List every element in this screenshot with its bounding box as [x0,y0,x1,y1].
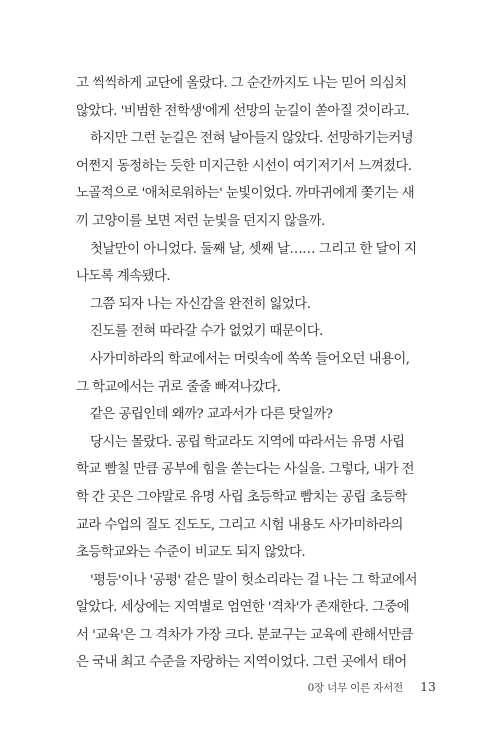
chapter-title: 0장 너무 이른 자서전 [307,682,403,694]
text-line: 첫날만이 아니었다. 둘째 날, 셋째 날…… 그리고 한 달이 지 [90,241,417,257]
text-line: 나도록 계속됐다. [76,269,171,285]
text-line: 학교 빰칠 만큼 공부에 힘을 쏟는다는 사실을. 그렇다, 내가 전 [76,462,415,478]
text-line: 진도를 전혀 따라갈 수가 없었기 때문이다. [90,324,323,340]
text-line: 그 학교에서는 귀로 줄줄 빠져나갔다. [76,379,281,395]
text-line: 당시는 몰랐다. 공립 학교라도 지역에 따라서는 유명 사립 [90,434,405,450]
text-line: 하지만 그런 눈길은 전혀 날아들지 않았다. 선망하기는커녕 [90,131,414,147]
text-line: 노골적으로 '애처로워하는' 눈빛이었다. 까마귀에게 쫓기는 새 [76,186,415,202]
text-line: 서 '교육'은 그 격차가 가장 크다. 분쿄구는 교육에 관해서만큼 [76,627,413,643]
text-line: 같은 공립인데 왜까? 교과서가 다른 탓일까? [90,407,333,423]
page-footer [308,676,436,696]
text-line: 않았다. '비범한 전학생'에게 선망의 눈길이 쏟아질 것이라고. [76,103,410,119]
text-line: '평등'이나 '공평' 같은 말이 헛소리라는 걸 나는 그 학교에서 [90,572,418,588]
text-line: 어쩐지 동정하는 듯한 미지근한 시선이 여기저기서 느껴졌다. [76,158,412,174]
page-number: 13 [420,679,436,694]
text-line: 끼 고양이를 보면 저런 눈빛을 던지지 않을까. [76,213,325,229]
body-text [76,70,436,677]
text-line: 교라 수업의 질도 진도도, 그리고 시험 내용도 사가미하라의 [76,517,403,533]
text-line: 사가미하라의 학교에서는 머릿속에 쏙쏙 들어오던 내용이, [90,351,410,367]
text-line: 학 간 곳은 그야말로 유명 사립 초등학교 빰치는 공립 초등학 [76,489,407,505]
text-line: 은 국내 최고 수준을 자랑하는 지역이었다. 그런 곳에서 태어 [76,655,407,671]
text-line: 그쯤 되자 나는 자신감을 완전히 잃었다. [90,296,311,312]
text-line: 초등학교와는 수준이 비교도 되지 않았다. [76,545,306,561]
text-line: 알았다. 세상에는 지역별로 엄연한 '격차'가 존재한다. 그중에 [76,600,410,616]
text-line: 고 씩씩하게 교단에 올랐다. 그 순간까지도 나는 믿어 의심치 [76,76,407,91]
